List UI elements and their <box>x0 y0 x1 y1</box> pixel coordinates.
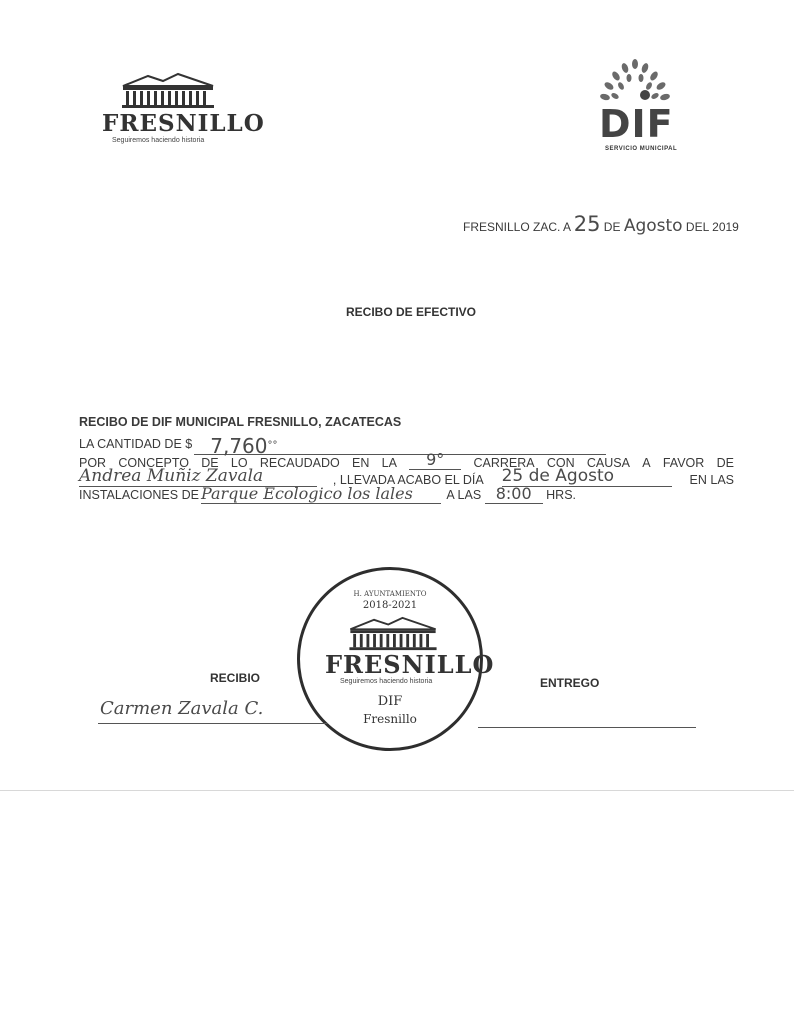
amount-label: LA CANTIDAD DE $ <box>79 437 193 451</box>
date-prefix: FRESNILLO ZAC. A <box>463 220 571 234</box>
race-number: 9° <box>426 450 445 469</box>
concept-word-2: CONCEPTO <box>118 456 189 470</box>
received-signature: Carmen Zavala C. <box>100 698 264 719</box>
date-de: DE <box>603 220 621 234</box>
body-line-1 <box>79 415 734 429</box>
concept-word-3: DE <box>201 456 219 470</box>
stamp-org: DIF <box>377 694 403 709</box>
received-label: RECIBIO <box>210 671 261 685</box>
hrs-label: HRS. <box>546 488 577 502</box>
fresnillo-logo-name: FRESNILLO <box>102 110 265 137</box>
concept-word-4: LO <box>230 456 248 470</box>
date-day: 25 <box>573 212 601 236</box>
dif-logo-name: DIF <box>599 102 674 146</box>
venue-value: Parque Ecologico los lales <box>200 484 413 503</box>
body-line-5 <box>79 484 734 504</box>
concept-word-6: EN <box>351 456 370 470</box>
event-label: , LLEVADA ACABO EL DÍA <box>332 473 484 487</box>
event-end-label: EN LAS <box>689 473 734 487</box>
time-value: 8:00 <box>495 484 532 503</box>
concept-word-13: DE <box>716 456 734 470</box>
stamp-city: Fresnillo <box>363 712 417 726</box>
concept-word-10: CAUSA <box>586 456 630 470</box>
concept-word-5: RECAUDADO <box>259 456 340 470</box>
beneficiary-name: Andrea Muñiz Zavala <box>79 466 264 486</box>
stamp-slogan: Seguiremos haciendo historia <box>340 678 433 685</box>
stamp-name: FRESNILLO <box>325 650 495 679</box>
concept-word-7: LA <box>381 456 397 470</box>
fresnillo-logo-slogan: Seguiremos haciendo historia <box>112 137 205 144</box>
venue-label: INSTALACIONES DE <box>79 488 199 502</box>
time-label: A LAS <box>446 488 482 502</box>
amount-cents: °° <box>267 439 278 451</box>
body-line-2 <box>79 429 734 458</box>
event-date: 25 de Agosto <box>501 466 615 486</box>
concept-word-9: CON <box>546 456 575 470</box>
receipt-issuer: RECIBO DE DIF MUNICIPAL FRESNILLO, ZACATECAS <box>79 415 402 429</box>
concept-word-11: A <box>642 456 651 470</box>
venue-field <box>201 484 441 504</box>
fresnillo-logo <box>100 72 265 147</box>
amount-value: 7,760 <box>210 434 268 458</box>
stamp-top-text: H. AYUNTAMIENTO <box>353 590 427 598</box>
delivered-signature-line <box>478 727 696 728</box>
delivered-label: ENTREGO <box>540 676 600 690</box>
stamp-building-icon <box>345 616 441 652</box>
page-fold-line <box>0 790 794 791</box>
concept-word-12: FAVOR <box>662 456 705 470</box>
dif-logo-subtitle: SERVICIO MUNICIPAL <box>605 146 678 152</box>
received-signature-line <box>98 723 328 724</box>
concept-word-1: POR <box>79 456 107 470</box>
stamp-period: 2018-2021 <box>362 600 418 611</box>
date-line <box>463 212 739 236</box>
time-field <box>485 484 543 504</box>
date-month: Agosto <box>623 216 683 236</box>
dif-logo <box>585 58 685 154</box>
concept-word-8: CARRERA <box>473 456 535 470</box>
date-suffix: DEL 2019 <box>685 220 739 234</box>
document-title: RECIBO DE EFECTIVO <box>346 305 477 319</box>
building-icon <box>118 72 218 110</box>
